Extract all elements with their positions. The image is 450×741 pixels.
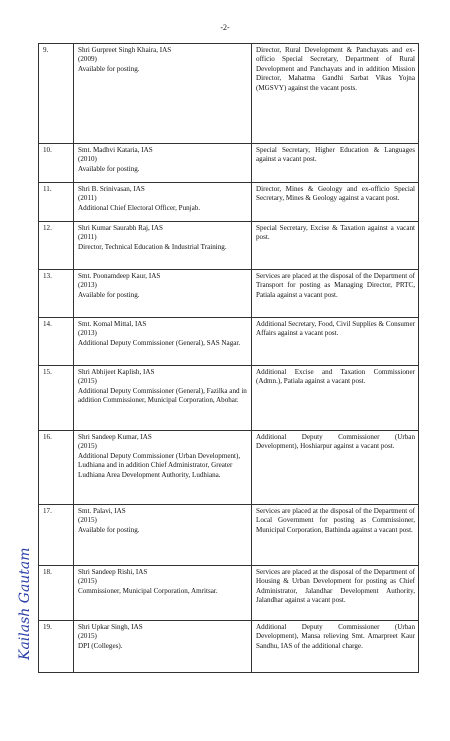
officer-details (74, 183, 252, 222)
officer-current-posting: Additional Deputy Commissioner (General), Fazilka and in addition Commissioner, Municipal Corporation, Abohar. (78, 386, 247, 405)
officer-name: Shri Gurpreet Singh Khaira, IAS (78, 46, 172, 54)
officer-current-posting: Additional Deputy Commissioner (General), SAS Nagar. (78, 338, 241, 347)
handwritten-signature (8, 540, 38, 665)
officer-name: Smt. Komal Mittal, IAS (78, 320, 147, 328)
officer-current-posting: Available for posting. (78, 290, 140, 299)
posting-orders-body (39, 44, 419, 673)
serial-number: 17. (39, 505, 74, 566)
new-posting: Director, Mines & Geology and ex-officio Special Secretary, Mines & Geology against a vacant post. (252, 183, 419, 222)
new-posting: Additional Deputy Commissioner (Urban Development), Hoshiarpur against a vacant post. (252, 431, 419, 505)
table-row (39, 621, 419, 673)
officer-details (74, 44, 252, 144)
new-posting: Services are placed at the disposal of the Department of Housing & Urban Development for posting as Chief Administrator, Jalandhar Development Authority, Jalandhar against a vacant post. (252, 566, 419, 621)
table-row (39, 270, 419, 318)
serial-number: 13. (39, 270, 74, 318)
new-posting: Additional Secretary, Food, Civil Supplies & Consumer Affairs against a vacant post. (252, 318, 419, 366)
new-posting: Special Secretary, Higher Education & Languages against a vacant post. (252, 144, 419, 183)
table-row (39, 222, 419, 270)
officer-batch: (2013) (78, 281, 97, 290)
officer-batch: (2015) (78, 577, 97, 586)
officer-batch: (2011) (78, 233, 97, 242)
officer-current-posting: Available for posting. (78, 525, 140, 534)
officer-current-posting: Commissioner, Municipal Corporation, Amritsar. (78, 586, 218, 595)
new-posting: Services are placed at the disposal of the Department of Transport for posting as Managing Director, PRTC, Patiala against a vacant post. (252, 270, 419, 318)
table-row (39, 144, 419, 183)
officer-current-posting: Available for posting. (78, 164, 140, 173)
new-posting: Special Secretary, Excise & Taxation against a vacant post. (252, 222, 419, 270)
officer-current-posting: Director, Technical Education & Industrial Training. (78, 242, 227, 251)
officer-name: Shri Sandeep Rishi, IAS (78, 568, 148, 576)
table-row (39, 318, 419, 366)
new-posting: Additional Deputy Commissioner (Urban Development), Mansa relieving Smt. Amarpreet Kaur Sandhu, IAS of the additional charge. (252, 621, 419, 673)
signature-text: Kailash Gautam (17, 547, 33, 660)
table-row (39, 366, 419, 431)
officer-batch: (2015) (78, 632, 97, 641)
table-row (39, 44, 419, 144)
page-number: -2- (220, 23, 230, 32)
officer-details (74, 222, 252, 270)
serial-number: 12. (39, 222, 74, 270)
officer-details (74, 621, 252, 673)
serial-number: 14. (39, 318, 74, 366)
officer-name: Shri Kumar Saurabh Raj, IAS (78, 224, 163, 232)
table-row (39, 431, 419, 505)
serial-number: 18. (39, 566, 74, 621)
officer-batch: (2015) (78, 516, 97, 525)
new-posting: Additional Excise and Taxation Commissioner (Admn.), Patiala against a vacant post. (252, 366, 419, 431)
officer-details (74, 431, 252, 505)
officer-details (74, 366, 252, 431)
officer-batch: (2013) (78, 329, 97, 338)
new-posting: Services are placed at the disposal of the Department of Local Government for posting as Commissioner, Municipal Corporation, Bathinda against a vacant post. (252, 505, 419, 566)
officer-current-posting: DPI (Colleges). (78, 641, 123, 650)
officer-batch: (2010) (78, 155, 97, 164)
officer-details (74, 505, 252, 566)
serial-number: 11. (39, 183, 74, 222)
officer-batch: (2015) (78, 442, 97, 451)
serial-number: 10. (39, 144, 74, 183)
officer-current-posting: Available for posting. (78, 64, 140, 73)
officer-batch: (2015) (78, 377, 97, 386)
officer-details (74, 566, 252, 621)
officer-current-posting: Additional Chief Electoral Officer, Punjab. (78, 203, 201, 212)
officer-details (74, 270, 252, 318)
officer-current-posting: Additional Deputy Commissioner (Urban Development), Ludhiana and in addition Chief Administrator, Greater Ludhiana Area Development Authority, Ludhiana. (78, 451, 241, 479)
officer-name: Shri Upkar Singh, IAS (78, 623, 143, 631)
serial-number: 9. (39, 44, 74, 144)
serial-number: 16. (39, 431, 74, 505)
table-row (39, 183, 419, 222)
officer-name: Shri B. Srinivasan, IAS (78, 185, 145, 193)
officer-name: Smt. Madhvi Kataria, IAS (78, 146, 153, 154)
officer-name: Smt. Palavi, IAS (78, 507, 126, 515)
officer-details (74, 318, 252, 366)
officer-name: Smt. Poonamdeep Kaur, IAS (78, 272, 161, 280)
serial-number: 15. (39, 366, 74, 431)
table-row (39, 566, 419, 621)
posting-orders-table (38, 43, 419, 673)
officer-name: Shri Sandeep Kumar, IAS (78, 433, 152, 441)
officer-details (74, 144, 252, 183)
officer-name: Shri Abhijeet Kaplish, IAS (78, 368, 155, 376)
serial-number: 19. (39, 621, 74, 673)
table-row (39, 505, 419, 566)
signature-icon (8, 540, 38, 665)
new-posting: Director, Rural Development & Panchayats and ex-officio Special Secretary, Department of Rural Development and Panchayats and in addition Mission Director, Mahatma Gandhi Sarbat Vikas Yojna (MGSVY) against the vacant posts. (252, 44, 419, 144)
officer-batch: (2011) (78, 194, 97, 203)
officer-batch: (2009) (78, 55, 97, 64)
